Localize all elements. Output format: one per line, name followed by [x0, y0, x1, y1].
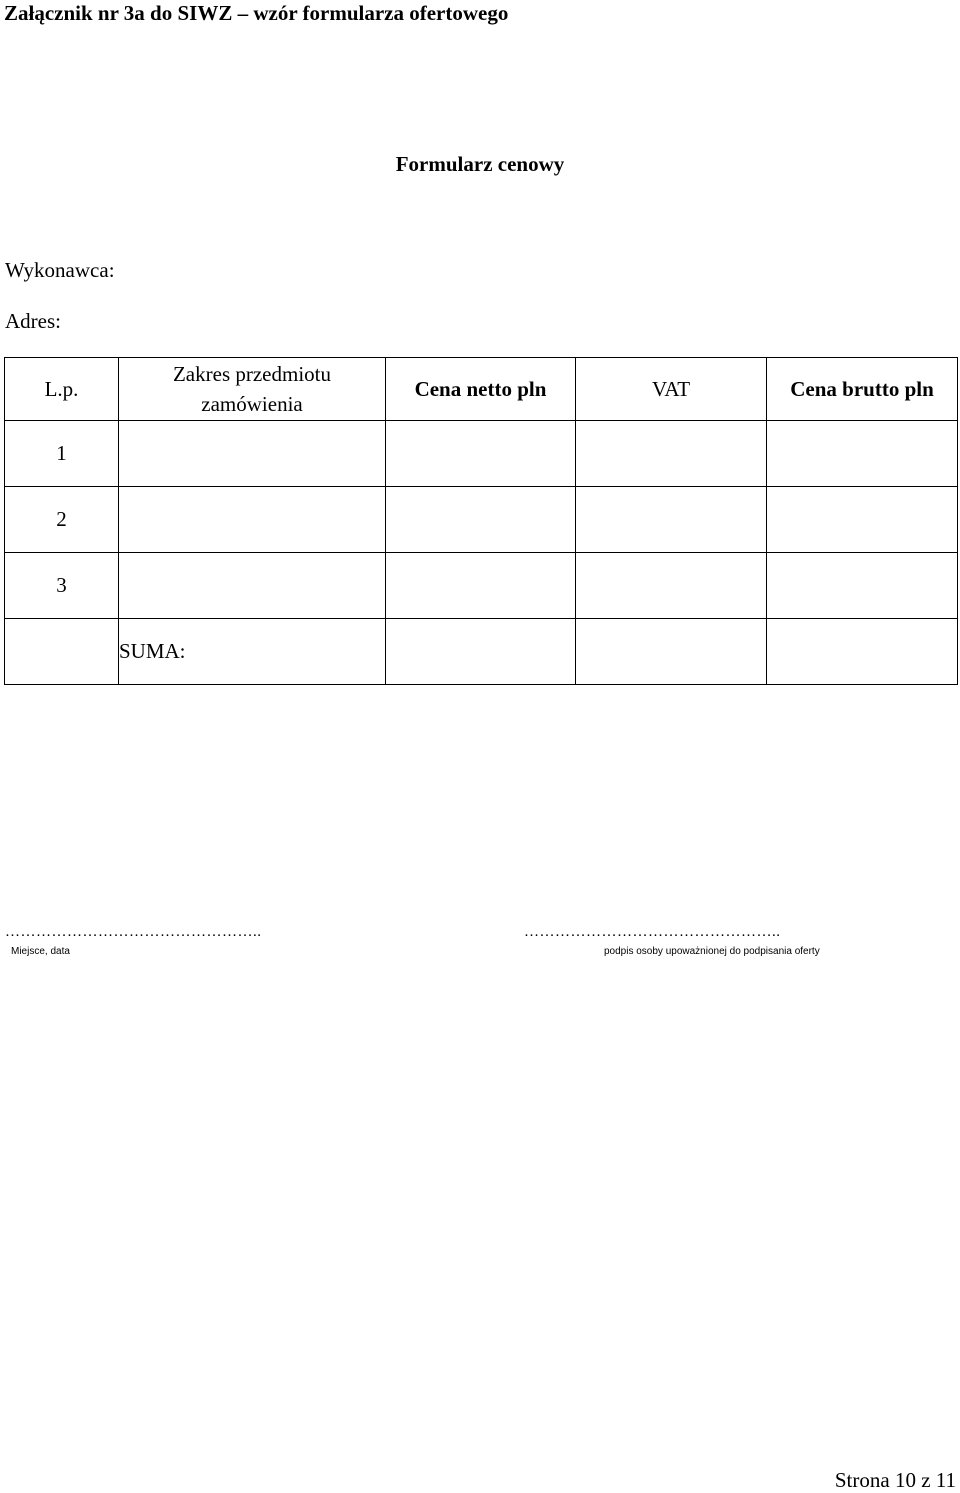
row-lp-cell: 2 [5, 487, 119, 553]
row-vat-cell[interactable] [576, 421, 767, 487]
contractor-label: Wykonawca: [5, 258, 115, 282]
signature-line: ………………………………………….. [524, 924, 781, 940]
row-gross-price-cell[interactable] [767, 487, 958, 553]
header-scope-line1: Zakres przedmiotu [172, 362, 332, 386]
place-date-caption: Miejsce, data [11, 946, 70, 957]
sum-row [5, 619, 958, 685]
signature-caption: podpis osoby upoważnionej do podpisania oferty [604, 946, 820, 957]
table-row [5, 421, 958, 487]
header-lp-label: L.p. [44, 377, 79, 401]
header-vat [576, 358, 767, 421]
sum-net-price-cell[interactable] [386, 619, 576, 685]
page-number: Strona 10 z 11 [834, 1468, 956, 1492]
row-gross-price-cell[interactable] [767, 421, 958, 487]
row-scope-cell[interactable] [119, 553, 386, 619]
annex-header: Załącznik nr 3a do SIWZ – wzór formularza ofertowego [4, 1, 509, 25]
sum-vat-cell[interactable] [576, 619, 767, 685]
address-label: Adres: [5, 309, 61, 333]
row-net-price-cell[interactable] [386, 421, 576, 487]
header-vat-label: VAT [651, 377, 691, 401]
header-scope [119, 358, 386, 421]
row-vat-cell[interactable] [576, 553, 767, 619]
header-lp [5, 358, 119, 421]
header-net-price [386, 358, 576, 421]
header-gross-price-label: Cena brutto pln [790, 376, 934, 401]
price-table [4, 357, 958, 685]
header-gross-price [767, 358, 958, 421]
row-lp-cell: 1 [5, 421, 119, 487]
row-gross-price-cell[interactable] [767, 553, 958, 619]
row-net-price-cell[interactable] [386, 487, 576, 553]
row-scope-cell[interactable] [119, 421, 386, 487]
row-lp-cell: 3 [5, 553, 119, 619]
sum-lp-cell [5, 619, 119, 685]
table-header-row [5, 358, 958, 421]
place-date-line: ………………………………………….. [5, 924, 262, 940]
table-row [5, 487, 958, 553]
table-row [5, 553, 958, 619]
header-net-price-label: Cena netto pln [414, 376, 547, 401]
page-title: Formularz cenowy [395, 152, 565, 176]
sum-gross-price-cell[interactable] [767, 619, 958, 685]
row-net-price-cell[interactable] [386, 553, 576, 619]
header-scope-line2: zamówienia [201, 392, 303, 416]
row-scope-cell[interactable] [119, 487, 386, 553]
row-vat-cell[interactable] [576, 487, 767, 553]
sum-label: SUMA: [119, 619, 386, 685]
